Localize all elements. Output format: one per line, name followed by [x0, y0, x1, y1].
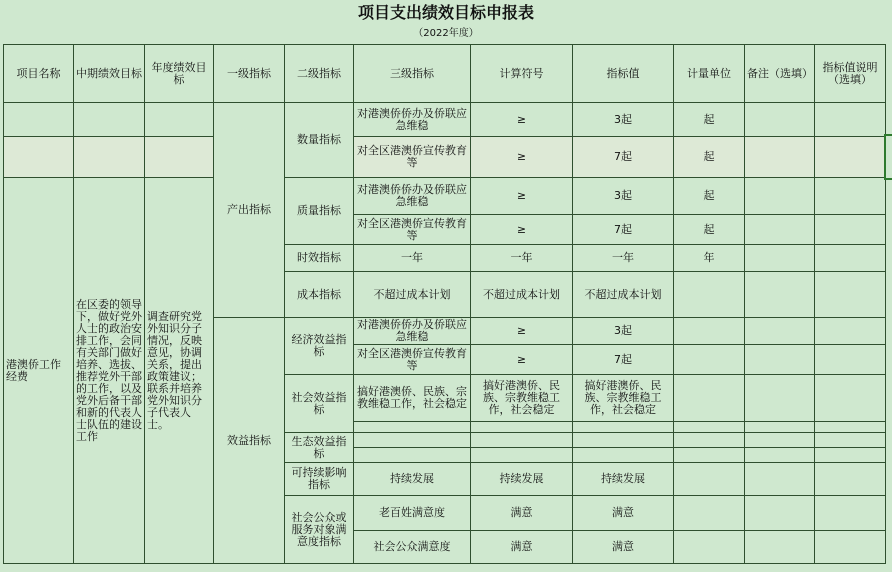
header-annual-goal[interactable]: 年度绩效目标 [145, 45, 214, 103]
calc-symbol-cell[interactable]: ≥ [471, 103, 573, 137]
unit-cell[interactable]: 起 [674, 103, 745, 137]
unit-cell[interactable] [674, 272, 745, 318]
level3-cell[interactable]: 搞好港澳侨、民族、宗教维稳工作，社会稳定 [354, 375, 471, 422]
target-value-cell[interactable]: 3起 [573, 318, 674, 345]
calc-symbol-cell[interactable]: 持续发展 [471, 463, 573, 496]
level3-cell[interactable] [354, 448, 471, 463]
header-remark[interactable]: 备注（选填） [745, 45, 815, 103]
unit-cell[interactable] [674, 531, 745, 564]
remark-cell[interactable] [745, 496, 815, 531]
level2-ecological[interactable]: 生态效益指标 [285, 433, 354, 463]
calc-symbol-cell[interactable] [471, 433, 573, 448]
remark-cell[interactable] [745, 531, 815, 564]
unit-cell[interactable] [674, 422, 745, 433]
calc-symbol-cell[interactable]: 不超过成本计划 [471, 272, 573, 318]
remark-cell[interactable] [745, 345, 815, 375]
header-mid-goal[interactable]: 中期绩效目标 [74, 45, 145, 103]
level3-cell[interactable]: 持续发展 [354, 463, 471, 496]
unit-cell[interactable] [674, 463, 745, 496]
calc-symbol-cell[interactable]: 搞好港澳侨、民族、宗教维稳工作，社会稳定 [471, 375, 573, 422]
calc-symbol-cell[interactable]: ≥ [471, 137, 573, 178]
mid-goal-blank-1[interactable] [74, 103, 145, 137]
remark-cell[interactable] [745, 422, 815, 433]
header-row [4, 45, 886, 103]
target-value-cell[interactable]: 7起 [573, 137, 674, 178]
calc-symbol-cell[interactable] [471, 422, 573, 433]
table-row-selected [4, 137, 886, 178]
calc-symbol-cell[interactable]: ≥ [471, 345, 573, 375]
remark-cell[interactable] [745, 318, 815, 345]
value-desc-cell[interactable] [815, 463, 886, 496]
value-desc-cell[interactable] [815, 215, 886, 245]
header-project-name[interactable]: 项目名称 [4, 45, 74, 103]
target-value-cell[interactable]: 一年 [573, 245, 674, 272]
level2-social[interactable]: 社会效益指标 [285, 375, 354, 433]
level3-cell[interactable] [354, 422, 471, 433]
value-desc-cell[interactable] [815, 318, 886, 345]
level3-cell[interactable]: 对全区港澳侨宣传教育等 [354, 137, 471, 178]
value-desc-cell[interactable] [815, 422, 886, 433]
selection-indicator [884, 134, 892, 180]
header-value-desc[interactable]: 指标值说明（选填） [815, 45, 886, 103]
remark-cell[interactable] [745, 448, 815, 463]
target-value-cell[interactable]: 7起 [573, 345, 674, 375]
value-desc-cell[interactable] [815, 103, 886, 137]
remark-cell[interactable] [745, 103, 815, 137]
performance-table [3, 44, 886, 564]
header-target-value[interactable]: 指标值 [573, 45, 674, 103]
unit-cell[interactable]: 起 [674, 137, 745, 178]
project-name-value[interactable]: 港澳侨工作经费 [4, 178, 74, 564]
header-level2[interactable]: 二级指标 [285, 45, 354, 103]
target-value-cell[interactable] [573, 422, 674, 433]
remark-cell[interactable] [745, 215, 815, 245]
unit-cell[interactable] [674, 448, 745, 463]
level3-cell[interactable]: 对港澳侨侨办及侨联应急维稳 [354, 178, 471, 215]
level3-cell[interactable]: 不超过成本计划 [354, 272, 471, 318]
level2-satisfaction[interactable]: 社会公众或服务对象满意度指标 [285, 496, 354, 564]
mid-goal-blank-2[interactable] [74, 137, 145, 178]
table-row [4, 178, 886, 215]
target-value-cell[interactable] [573, 433, 674, 448]
level3-cell[interactable]: 对港澳侨侨办及侨联应急维稳 [354, 103, 471, 137]
target-value-cell[interactable]: 不超过成本计划 [573, 272, 674, 318]
remark-cell[interactable] [745, 178, 815, 215]
header-calc-symbol[interactable]: 计算符号 [471, 45, 573, 103]
value-desc-cell[interactable] [815, 448, 886, 463]
level3-cell[interactable]: 对港澳侨侨办及侨联应急维稳 [354, 318, 471, 345]
level3-cell[interactable]: 对全区港澳侨宣传教育等 [354, 215, 471, 245]
value-desc-cell[interactable] [815, 375, 886, 422]
unit-cell[interactable] [674, 375, 745, 422]
form-title: 项目支出绩效目标申报表 [357, 3, 534, 22]
target-value-cell[interactable]: 7起 [573, 215, 674, 245]
remark-cell[interactable] [745, 433, 815, 448]
calc-symbol-cell[interactable] [471, 448, 573, 463]
target-value-cell[interactable]: 3起 [573, 103, 674, 137]
target-value-cell[interactable] [573, 448, 674, 463]
value-desc-cell[interactable] [815, 272, 886, 318]
table-row [4, 103, 886, 137]
level1-effect[interactable]: 效益指标 [214, 318, 285, 564]
target-value-cell[interactable]: 满意 [573, 531, 674, 564]
level2-sustainable[interactable]: 可持续影响指标 [285, 463, 354, 496]
level3-cell[interactable] [354, 433, 471, 448]
value-desc-cell[interactable] [815, 178, 886, 215]
level3-cell[interactable]: 一年 [354, 245, 471, 272]
calc-symbol-cell[interactable]: 一年 [471, 245, 573, 272]
target-value-cell[interactable]: 3起 [573, 178, 674, 215]
value-desc-cell[interactable] [815, 531, 886, 564]
target-value-cell[interactable]: 持续发展 [573, 463, 674, 496]
calc-symbol-cell[interactable]: 满意 [471, 496, 573, 531]
level2-quantity[interactable]: 数量指标 [285, 103, 354, 178]
calc-symbol-cell[interactable]: 满意 [471, 531, 573, 564]
unit-cell[interactable]: 年 [674, 245, 745, 272]
project-name-blank-1[interactable] [4, 103, 74, 137]
calc-symbol-cell[interactable]: ≥ [471, 178, 573, 215]
level1-output[interactable]: 产出指标 [214, 103, 285, 318]
calc-symbol-cell[interactable]: ≥ [471, 318, 573, 345]
value-desc-cell[interactable] [815, 496, 886, 531]
level2-timeliness[interactable]: 时效指标 [285, 245, 354, 272]
value-desc-cell[interactable] [815, 433, 886, 448]
mid-goal-value[interactable]: 在区委的领导下，做好党外人士的政治安排工作，会同有关部门做好培养、选拔、推荐党外干部的工作，以及党外后备干部和新的代表人士队伍的建设工作 [74, 178, 145, 564]
level3-cell[interactable]: 对全区港澳侨宣传教育等 [354, 345, 471, 375]
target-value-cell[interactable]: 搞好港澳侨、民族、宗教维稳工作，社会稳定 [573, 375, 674, 422]
level2-cost[interactable]: 成本指标 [285, 272, 354, 318]
annual-goal-value[interactable]: 调查研究党外知识分子情况，反映意见，协调关系，提出政策建议；联系并培养党外知识分子代表人士。 [145, 178, 214, 564]
form-year: （2022年度） [413, 28, 479, 39]
unit-cell[interactable]: 起 [674, 178, 745, 215]
annual-goal-blank-1[interactable] [145, 103, 214, 137]
unit-cell[interactable] [674, 345, 745, 375]
value-desc-cell[interactable] [815, 137, 886, 178]
unit-cell[interactable] [674, 318, 745, 345]
project-name-blank-2[interactable] [4, 137, 74, 178]
value-desc-cell[interactable] [815, 245, 886, 272]
header-level3[interactable]: 三级指标 [354, 45, 471, 103]
remark-cell[interactable] [745, 137, 815, 178]
value-desc-cell[interactable] [815, 345, 886, 375]
unit-cell[interactable] [674, 433, 745, 448]
header-unit[interactable]: 计量单位 [674, 45, 745, 103]
calc-symbol-cell[interactable]: ≥ [471, 215, 573, 245]
header-level1[interactable]: 一级指标 [214, 45, 285, 103]
level2-quality[interactable]: 质量指标 [285, 178, 354, 245]
level2-economic[interactable]: 经济效益指标 [285, 318, 354, 375]
remark-cell[interactable] [745, 463, 815, 496]
remark-cell[interactable] [745, 272, 815, 318]
remark-cell[interactable] [745, 245, 815, 272]
level3-cell[interactable]: 老百姓满意度 [354, 496, 471, 531]
remark-cell[interactable] [745, 375, 815, 422]
annual-goal-blank-2[interactable] [145, 137, 214, 178]
target-value-cell[interactable]: 满意 [573, 496, 674, 531]
unit-cell[interactable]: 起 [674, 215, 745, 245]
level3-cell[interactable]: 社会公众满意度 [354, 531, 471, 564]
unit-cell[interactable] [674, 496, 745, 531]
